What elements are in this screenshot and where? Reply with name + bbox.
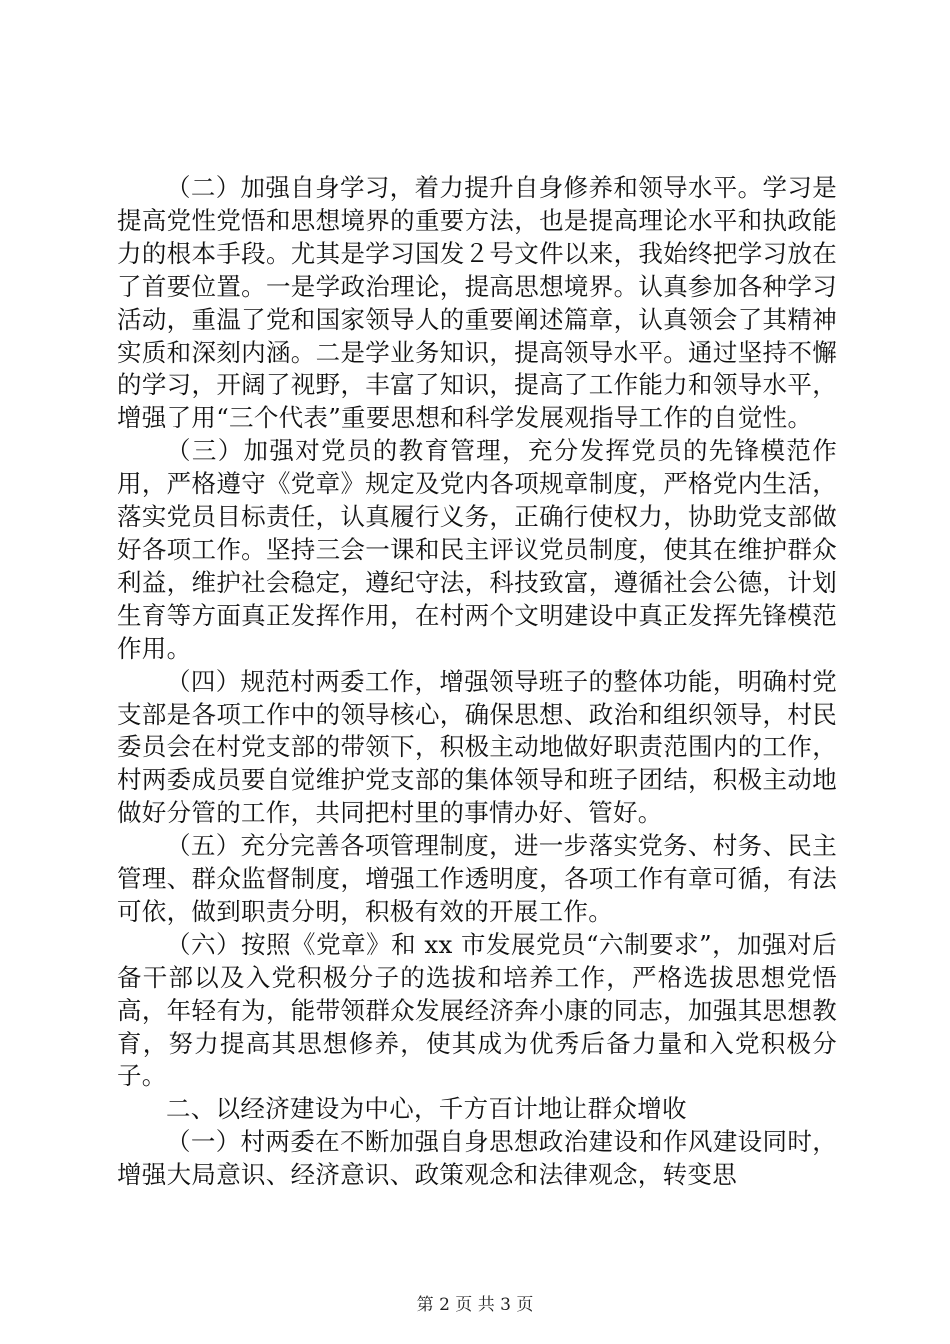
paragraph-6: （六）按照《党章》和 xx 市发展党员“六制要求”，加强对后备干部以及入党积极分子的选拔和培养工作，严格选拔思想党悟高，年轻有为，能带领群众发展经济奔小康的同志，加强其思想教育，努力提高其思想修养，使其成为优秀后备力量和入党积极分子。 [117, 929, 837, 1091]
paragraph-4: （四）规范村两委工作，增强领导班子的整体功能，明确村党支部是各项工作中的领导核心，确保思想、政治和组织领导，村民委员会在村党支部的带领下，积极主动地做好职责范围内的工作，村两委成员要自觉维护党支部的集体领导和班子团结，积极主动地做好分管的工作，共同把村里的事情办好、管好。 [117, 666, 837, 828]
paragraph-economy-1: （一）村两委在不断加强自身思想政治建设和作风建设同时，增强大局意识、经济意识、政策观念和法律观念，转变思 [117, 1127, 837, 1190]
document-body [117, 172, 837, 1192]
paragraph-3: （三）加强对党员的教育管理，充分发挥党员的先锋模范作用，严格遵守《党章》规定及党内各项规章制度，严格党内生活，落实党员目标责任，认真履行义务，正确行使权力，协助党支部做好各项工作。坚持三会一课和民主评议党员制度，使其在维护群众利益，维护社会稳定，遵纪守法，科技致富，遵循社会公德，计划生育等方面真正发挥作用，在村两个文明建设中真正发挥先锋模范作用。 [117, 436, 837, 663]
paragraph-5: （五）充分完善各项管理制度，进一步落实党务、村务、民主管理、群众监督制度，增强工作透明度，各项工作有章可循，有法可依，做到职责分明，积极有效的开展工作。 [117, 831, 837, 926]
paragraph-2: （二）加强自身学习，着力提升自身修养和领导水平。学习是提高党性党悟和思想境界的重要方法，也是提高理论水平和执政能力的根本手段。尤其是学习国发２号文件以来，我始终把学习放在了首要位置。一是学政治理论，提高思想境界。认真参加各种学习活动，重温了党和国家领导人的重要阐述篇章，认真领会了其精神实质和深刻内涵。二是学业务知识，提高领导水平。通过坚持不懈的学习，开阔了视野，丰富了知识，提高了工作能力和领导水平，增强了用“三个代表”重要思想和科学发展观指导工作的自觉性。 [117, 173, 837, 433]
section-heading-economy: 二、以经济建设为中心，千方百计地让群众增收 [166, 1094, 687, 1124]
page-footer: 第 2 页 共 3 页 [416, 1295, 534, 1315]
